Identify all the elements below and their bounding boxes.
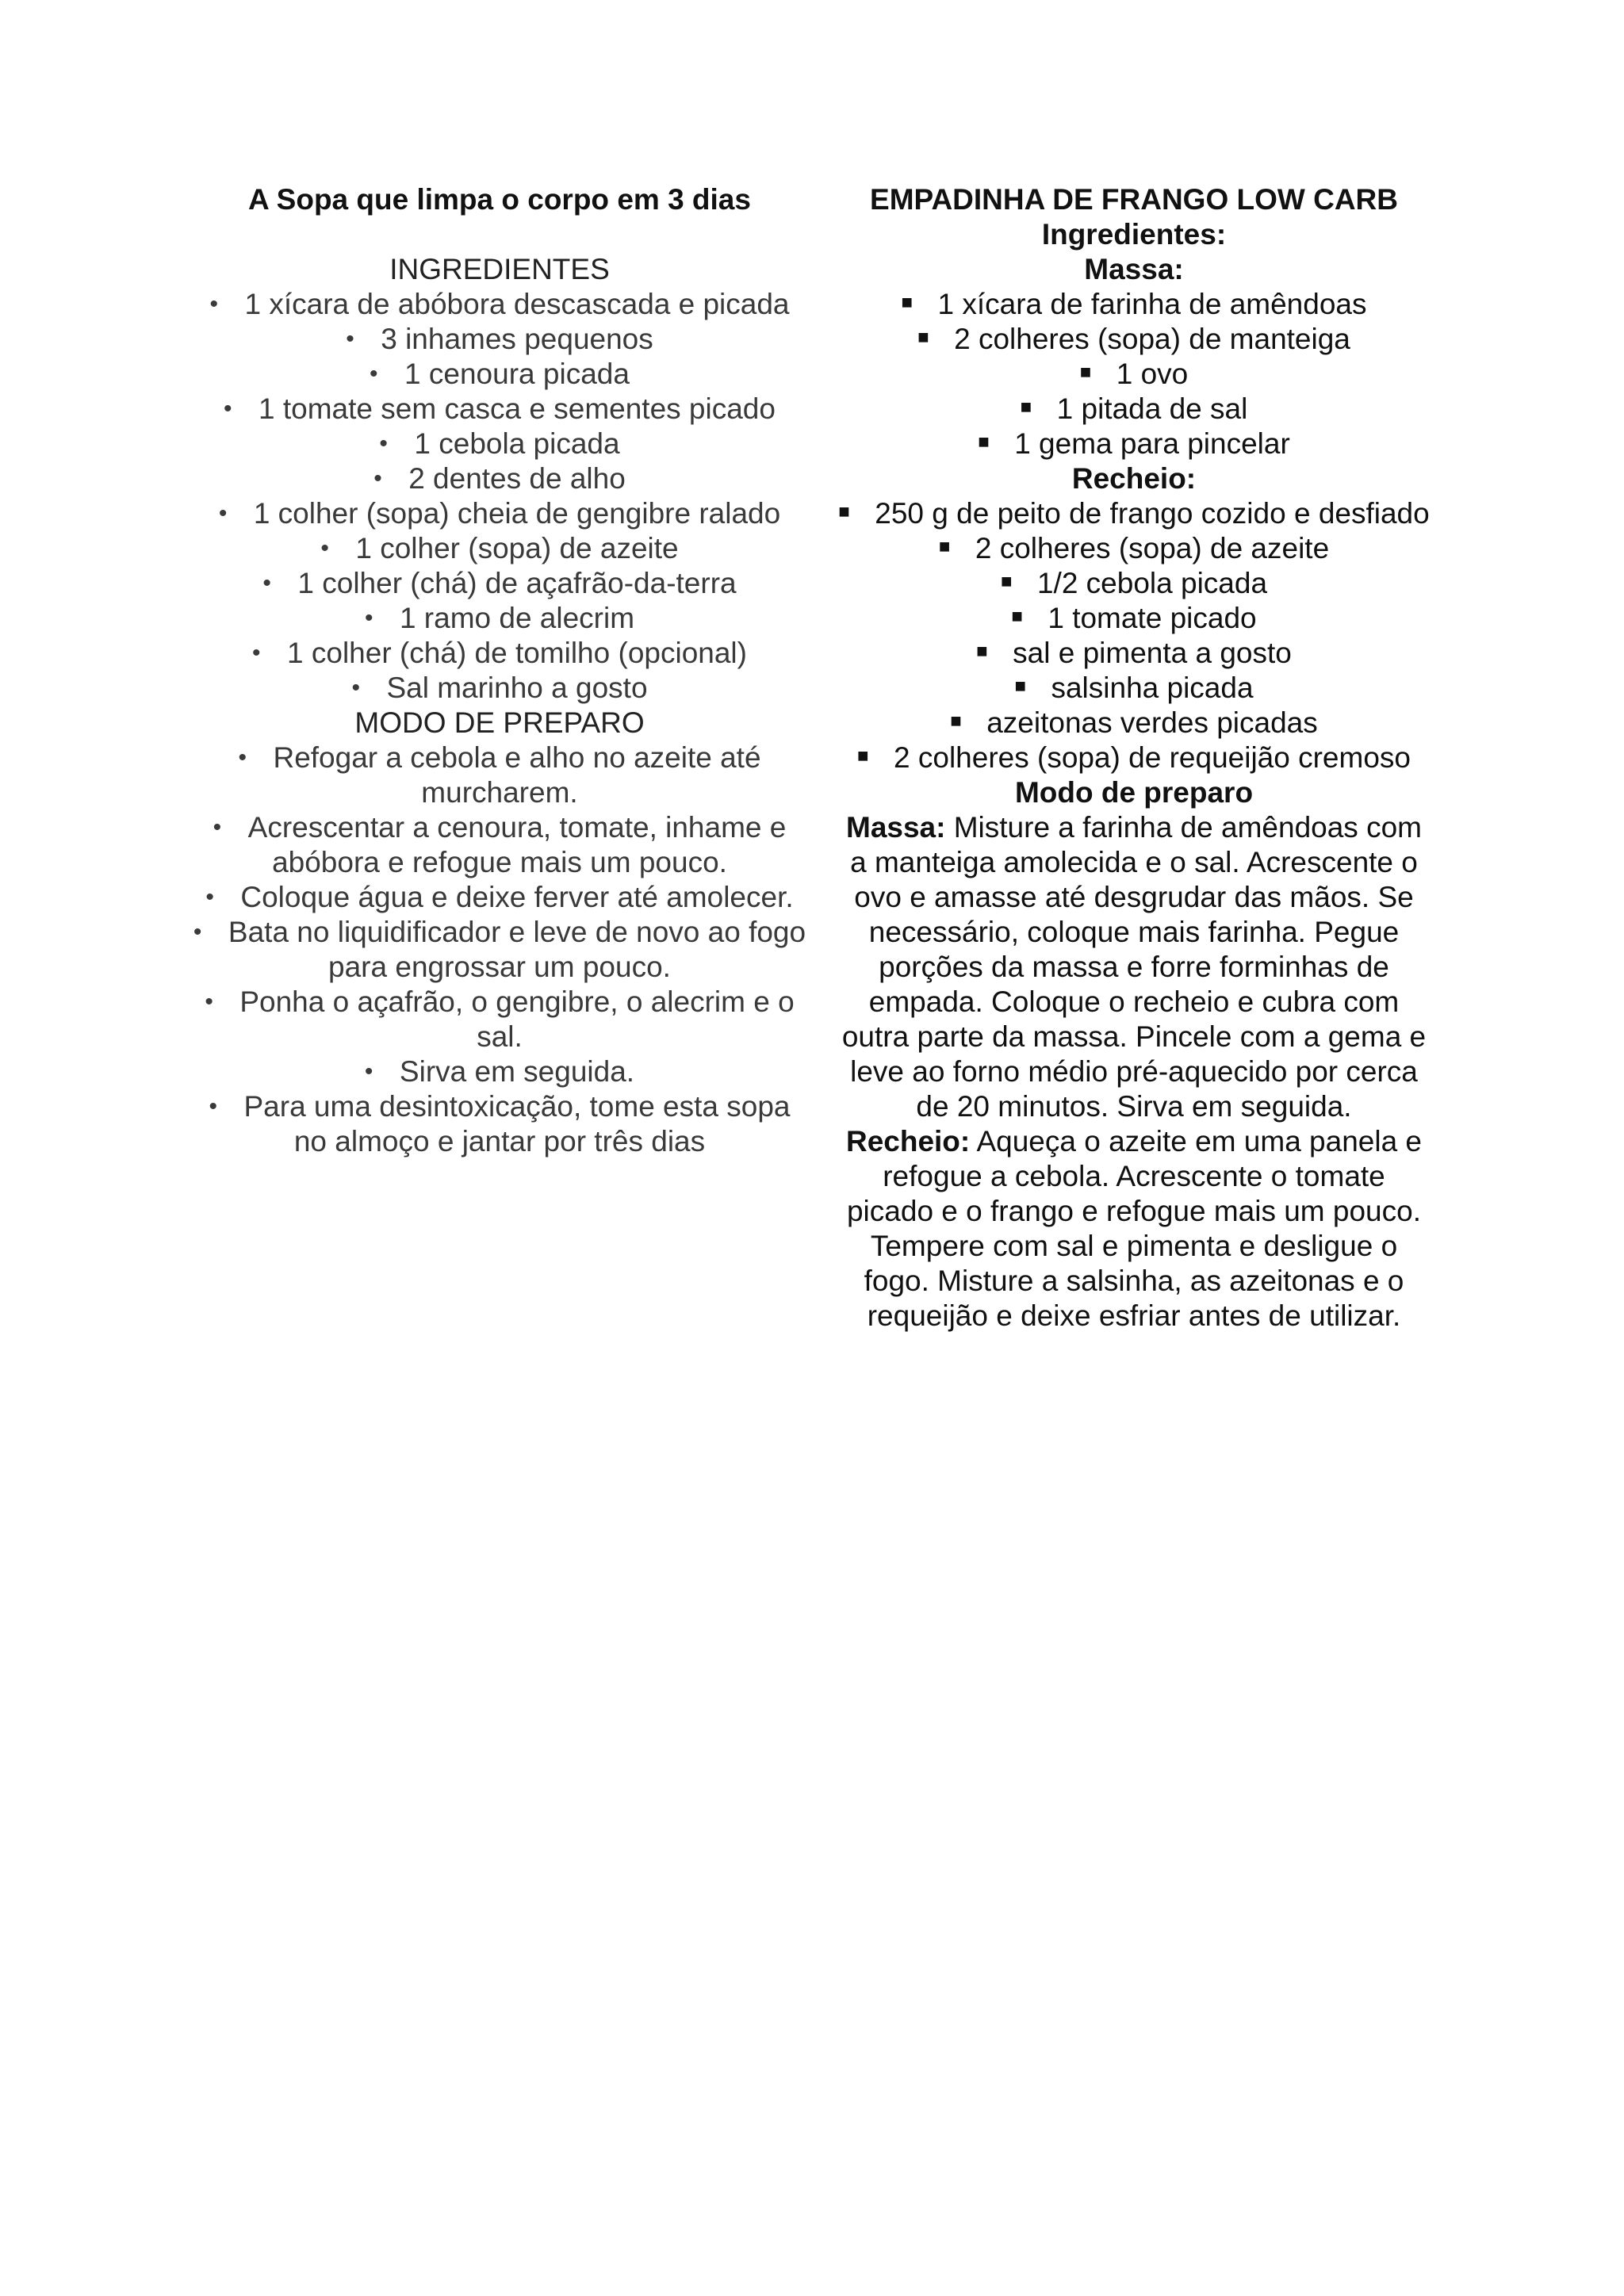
list-item: ■ sal e pimenta a gosto (976, 637, 1292, 669)
bullet-icon: • (364, 605, 373, 631)
spacer (174, 217, 825, 252)
list-item: • 1 colher (chá) de tomilho (opcional) (252, 637, 747, 669)
empadinha-recipe-title: EMPADINHA DE FRANGO LOW CARB (870, 183, 1398, 216)
list-item: ■ 1/2 cebola picada (1000, 567, 1268, 599)
list-item: ■ 1 tomate picado (1011, 602, 1257, 634)
recheio-heading: Recheio: (1071, 462, 1197, 495)
bullet-icon: • (370, 361, 378, 387)
soup-method-heading: MODO DE PREPARO (354, 706, 645, 739)
list-item: • 1 ramo de alecrim (364, 602, 635, 634)
list-item: ■ 1 pitada de sal (1020, 392, 1248, 425)
bullet-icon: • (364, 1058, 373, 1085)
recheio-ingredients-list (817, 496, 1451, 775)
bullet-icon: • (252, 640, 261, 666)
bullet-icon: • (379, 430, 388, 457)
square-bullet-icon: ■ (1079, 362, 1092, 383)
list-item: • 3 inhames pequenos (346, 323, 653, 355)
soup-steps-list (174, 740, 825, 1159)
empadinha-method-heading: Modo de preparo (1014, 776, 1254, 809)
square-bullet-icon: ■ (917, 327, 929, 348)
recheio-instructions (817, 1124, 1451, 1334)
list-item: ■ 2 colheres (sopa) de azeite (938, 532, 1330, 564)
list-item: ■ azeitonas verdes picadas (950, 706, 1318, 739)
list-item: • Sal marinho a gosto (351, 672, 648, 704)
list-item: • 1 colher (sopa) cheia de gengibre ralado (218, 497, 781, 530)
massa-instructions (817, 810, 1451, 1124)
bullet-icon: • (351, 675, 360, 701)
square-bullet-icon: ■ (1011, 606, 1023, 627)
list-item: • 1 tomate sem casca e sementes picado (224, 392, 776, 425)
soup-recipe-title: A Sopa que limpa o corpo em 3 dias (248, 183, 751, 216)
square-bullet-icon: ■ (1014, 675, 1026, 697)
bullet-icon: • (213, 814, 222, 840)
list-item: • 1 colher (sopa) de azeite (320, 532, 679, 564)
square-bullet-icon: ■ (1020, 396, 1032, 418)
list-item: • Ponha o açafrão, o gengibre, o alecrim e o sal. (205, 985, 795, 1053)
list-item: • 1 cebola picada (379, 427, 620, 460)
empadinha-ingredients-heading: Ingredientes: (1041, 218, 1227, 251)
soup-ingredients-heading: INGREDIENTES (389, 253, 610, 285)
recheio-instructions-text: Aqueça o azeite em uma panela e refogue a cebola. Acrescente o tomate picado e o frango e refogue mais um pouco. Tempere com sal e pimenta e desligue o fogo. Misture a salsinha, as azeitonas e o requeijão e deixe esfriar antes de utilizar. (846, 1125, 1423, 1332)
square-bullet-icon: ■ (901, 292, 914, 313)
massa-ingredients-list (817, 287, 1451, 461)
soup-ingredients-list (174, 287, 825, 706)
list-item: • Sirva em seguida. (364, 1055, 635, 1088)
list-item: ■ salsinha picada (1014, 672, 1254, 704)
list-item: • 1 cenoura picada (370, 358, 630, 390)
square-bullet-icon: ■ (950, 710, 962, 732)
list-item: ■ 1 xícara de farinha de amêndoas (901, 288, 1367, 320)
bullet-icon: • (218, 500, 228, 526)
bullet-icon: • (209, 1093, 218, 1119)
list-item: ■ 2 colheres (sopa) de manteiga (917, 323, 1350, 355)
list-item: • 2 dentes de alho (373, 462, 626, 495)
list-item: ■ 250 g de peito de frango cozido e desfiado (838, 497, 1430, 530)
list-item: ■ 1 ovo (1079, 358, 1189, 390)
list-item: • 1 xícara de abóbora descascada e picada (209, 288, 790, 320)
bullet-icon: • (205, 884, 214, 910)
bullet-icon: • (346, 326, 354, 352)
list-item: ■ 1 gema para pincelar (978, 427, 1290, 460)
bullet-icon: • (373, 465, 382, 492)
square-bullet-icon: ■ (938, 536, 951, 557)
square-bullet-icon: ■ (978, 431, 990, 453)
bullet-icon: • (205, 989, 213, 1015)
list-item: • Bata no liquidificador e leve de novo ao fogo para engrossar um pouco. (193, 916, 806, 983)
bullet-icon: • (193, 919, 202, 945)
massa-heading: Massa: (1084, 253, 1184, 285)
bullet-icon: • (262, 570, 271, 596)
bullet-icon: • (320, 535, 329, 561)
recheio-label: Recheio: (845, 1125, 971, 1158)
square-bullet-icon: ■ (976, 641, 988, 662)
square-bullet-icon: ■ (1000, 571, 1013, 592)
list-item: • Acrescentar a cenoura, tomate, inhame e abóbora e refogue mais um pouco. (213, 811, 787, 878)
bullet-icon: • (224, 396, 232, 422)
square-bullet-icon: ■ (857, 745, 869, 767)
list-item: • Coloque água e deixe ferver até amolecer. (205, 881, 794, 913)
bullet-icon: • (238, 744, 247, 771)
bullet-icon: • (209, 291, 218, 317)
massa-instructions-text: Misture a farinha de amêndoas com a manteiga amolecida e o sal. Acrescente o ovo e amasse até desgrudar das mãos. Se necessário, coloque mais farinha. Pegue porções da massa e forre forminhas de empada. Coloque o recheio e cubra com outra parte da massa. Pincele com a gema e leve ao forno médio pré-aquecido por cerca de 20 minutos. Sirva em seguida. (841, 811, 1427, 1123)
empadinha-recipe-column (817, 182, 1451, 1334)
list-item: • Refogar a cebola e alho no azeite até murcharem. (238, 741, 761, 809)
list-item: ■ 2 colheres (sopa) de requeijão cremoso (857, 741, 1411, 774)
list-item: • Para uma desintoxicação, tome esta sopa no almoço e jantar por três dias (209, 1090, 791, 1158)
massa-label: Massa: (846, 811, 946, 844)
list-item: • 1 colher (chá) de açafrão-da-terra (262, 567, 737, 599)
soup-recipe-column (174, 182, 825, 1159)
square-bullet-icon: ■ (838, 501, 850, 522)
